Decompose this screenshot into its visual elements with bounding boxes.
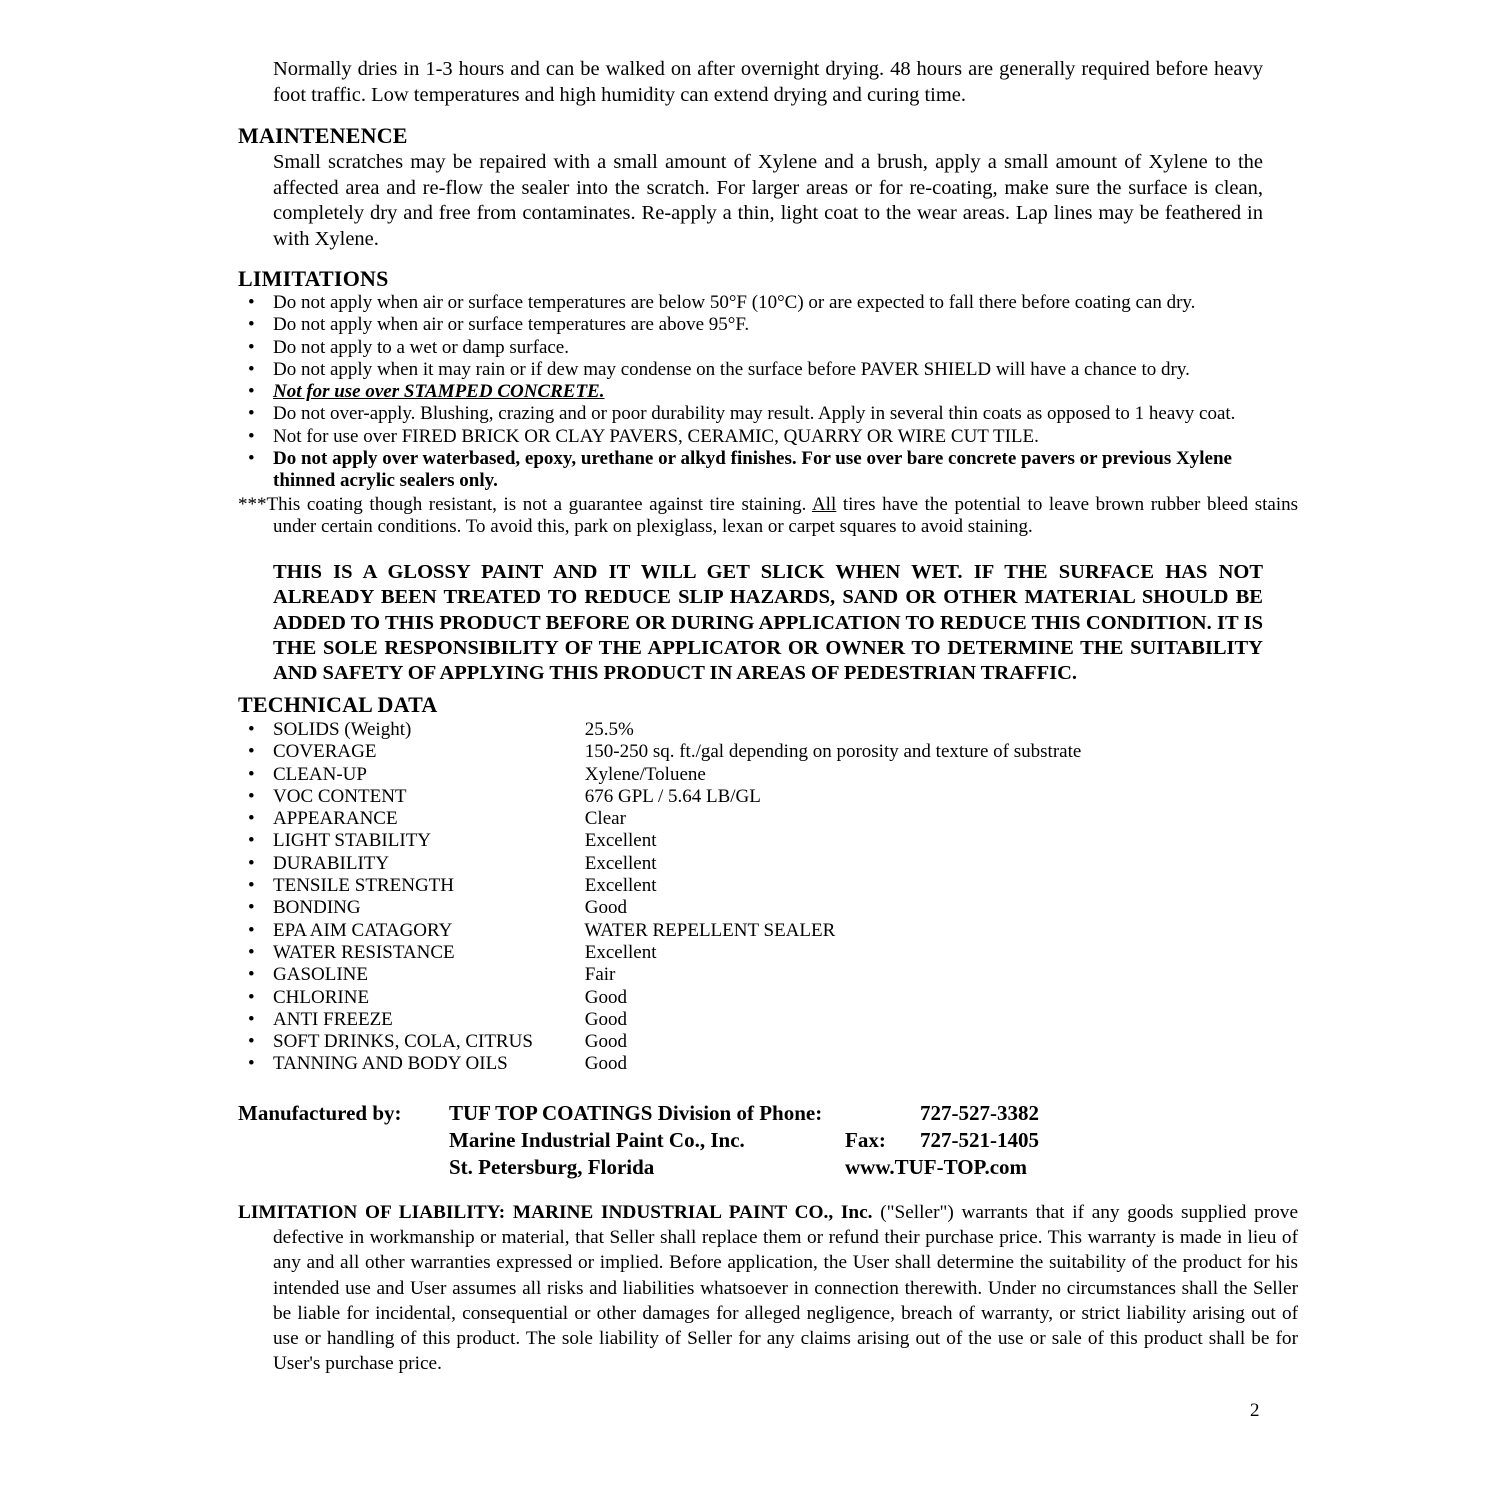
section-heading-limitations: LIMITATIONS: [238, 266, 389, 291]
technical-label: CHLORINE: [273, 986, 370, 1008]
maintenance-paragraph: Small scratches may be repaired with a small amount of Xylene and a brush, apply a small amount of Xylene to the affected area and re-flow the sealer into the scratch. For larger areas or for re-coating, make sure the surface is clean, completely dry and free from contaminates. Re-apply a thin, light coat to the wear areas. Lap lines may be feathered in with Xylene.: [273, 151, 1263, 250]
technical-row: [238, 1053, 1338, 1075]
bullet-icon: •: [248, 719, 255, 740]
technical-row: [238, 741, 1338, 763]
limitation-item: [238, 314, 1263, 336]
technical-row: [238, 786, 1338, 808]
technical-label: CLEAN-UP: [273, 763, 367, 785]
technical-value: 676 GPL / 5.64 LB/GL: [584, 785, 761, 807]
bullet-icon: •: [248, 763, 255, 785]
section-heading-technical-data: TECHNICAL DATA: [238, 692, 438, 717]
manufacturer-fax-label: Fax:: [845, 1128, 886, 1152]
technical-label: LIGHT STABILITY: [273, 830, 432, 852]
intro-paragraph: Normally dries in 1-3 hours and can be walked on after overnight drying. 48 hours are generally required before heavy foot traffic. Low temperatures and high humidity can extend drying and curing time.: [273, 58, 1263, 106]
limitation-item: [238, 426, 1263, 448]
bullet-icon: •: [248, 403, 255, 425]
limitation-text: Not for use over STAMPED CONCRETE.: [273, 381, 605, 403]
technical-value: Xylene/Toluene: [584, 763, 706, 785]
limitation-item: [238, 381, 1263, 403]
manufacturer-city: St. Petersburg, Florida: [449, 1155, 655, 1179]
limitations-list: [238, 292, 1263, 493]
bullet-icon: •: [248, 808, 255, 830]
tire-note-after: tires have the potential to leave brown rubber bleed stains under certain conditions. To avoid this, park on plexiglass, lexan or carpet squares to avoid staining.: [273, 494, 1298, 538]
limitation-text: Not for use over FIRED BRICK OR CLAY PAVERS, CERAMIC, QUARRY OR WIRE CUT TILE.: [273, 425, 1039, 447]
technical-value: Good: [584, 986, 627, 1008]
technical-label: SOFT DRINKS, COLA, CITRUS: [273, 1031, 533, 1053]
technical-value: Good: [584, 897, 627, 919]
section-heading-maintenance: MAINTENENCE: [238, 123, 408, 148]
technical-label: WATER RESISTANCE: [273, 941, 455, 963]
technical-label: BONDING: [273, 897, 361, 919]
limitation-text: Do not apply when air or surface temperatures are below 50°F (10°C) or are expected to fall there before coating can dry.: [273, 292, 1196, 313]
technical-label: TANNING AND BODY OILS: [273, 1053, 508, 1075]
technical-row: [238, 875, 1338, 897]
bullet-icon: •: [248, 1031, 255, 1053]
technical-value: Excellent: [584, 875, 657, 897]
technical-row: [238, 920, 1338, 942]
manufacturer-website: www.TUF-TOP.com: [845, 1155, 1028, 1179]
bullet-icon: •: [248, 358, 255, 380]
limitation-text: Do not apply over waterbased, epoxy, urethane or alkyd finishes. For use over bare concrete pavers or previous Xylene thinned acrylic sealers only.: [273, 448, 1232, 492]
technical-row: [238, 719, 1338, 741]
technical-row: [238, 853, 1338, 875]
limitation-item: [238, 359, 1263, 381]
technical-value: Good: [584, 1008, 627, 1030]
technical-value: 25.5%: [584, 719, 634, 740]
limitation-item: [238, 292, 1263, 314]
liability-paragraph: [238, 1200, 1298, 1376]
technical-label: COVERAGE: [273, 741, 377, 763]
technical-row: [238, 897, 1338, 919]
liability-body: ("Seller") warrants that if any goods supplied prove defective in workmanship or material, that Seller shall replace them or refund their purchase price. This warranty is made in lieu of any and all other warranties expressed or implied. Before application, the User shall determine the suitability of the product for his intended use and User assumes all risks and liabilities whatsoever in connection therewith. Under no circumstances shall the Seller be liable for incidental, consequential or other damages for alleged negligence, breach of warranty, or strict liability arising out of use or handling of this product. The sole liability of Seller for any claims arising out of the use or sale of this product shall be for User's purchase price.: [273, 1202, 1299, 1375]
tire-note-before: ***This coating though resistant, is not a guarantee against tire staining.: [238, 494, 812, 515]
technical-label: VOC CONTENT: [273, 785, 407, 807]
limitation-item: [238, 403, 1263, 425]
limitation-item: [238, 448, 1263, 493]
technical-data-list: [238, 719, 1338, 1076]
bullet-icon: •: [248, 381, 255, 403]
technical-value: Excellent: [584, 941, 657, 963]
technical-row: [238, 1031, 1338, 1053]
bullet-icon: •: [248, 941, 255, 963]
technical-value: WATER REPELLENT SEALER: [584, 919, 836, 941]
technical-label: APPEARANCE: [273, 808, 398, 830]
manufacturer-fax-number: 727-521-1405: [920, 1128, 1039, 1152]
tire-note-underlined: All: [811, 494, 837, 515]
limitation-text: Do not apply when air or surface temperatures are above 95°F.: [273, 314, 750, 336]
technical-label: DURABILITY: [273, 852, 390, 874]
technical-label: TENSILE STRENGTH: [273, 875, 455, 897]
technical-label: ANTI FREEZE: [273, 1008, 393, 1030]
technical-label: GASOLINE: [273, 964, 368, 986]
technical-value: Fair: [584, 964, 616, 986]
bullet-icon: •: [248, 964, 255, 986]
bullet-icon: •: [248, 919, 255, 941]
limitation-text: Do not apply when it may rain or if dew may condense on the surface before PAVER SHIELD will have a chance to dry.: [273, 358, 1190, 380]
liability-lead: LIMITATION OF LIABILITY: MARINE INDUSTRIAL PAINT CO., Inc.: [238, 1202, 873, 1223]
technical-value: Excellent: [584, 830, 657, 852]
technical-value: 150-250 sq. ft./gal depending on porosity and texture of substrate: [584, 741, 1082, 763]
tire-staining-note: [238, 494, 1298, 539]
technical-row: [238, 1009, 1338, 1031]
technical-row: [238, 964, 1338, 986]
bullet-icon: •: [248, 314, 255, 336]
technical-value: Excellent: [584, 852, 657, 874]
technical-value: Clear: [584, 808, 626, 830]
manufacturer-company-line1: TUF TOP COATINGS Division of Phone:: [449, 1101, 823, 1125]
technical-row: [238, 942, 1338, 964]
bullet-icon: •: [248, 875, 255, 897]
technical-row: [238, 764, 1338, 786]
slip-warning-paragraph: THIS IS A GLOSSY PAINT AND IT WILL GET SLICK WHEN WET. IF THE SURFACE HAS NOT ALREADY BEEN TREATED TO REDUCE SLIP HAZARDS, SAND OR OTHER MATERIAL SHOULD BE ADDED TO THIS PRODUCT BEFORE OR DURING APPLICATION TO REDUCE THIS CONDITION. IT IS THE SOLE RESPONSIBILITY OF THE APPLICATOR OR OWNER TO DETERMINE THE SUITABILITY AND SAFETY OF APPLYING THIS PRODUCT IN AREAS OF PEDESTRIAN TRAFFIC.: [273, 561, 1263, 685]
manufacturer-block: [238, 1100, 1338, 1185]
bullet-icon: •: [248, 336, 255, 358]
limitation-text: Do not over-apply. Blushing, crazing and or poor durability may result. Apply in several thin coats as opposed to 1 heavy coat.: [273, 403, 1236, 425]
technical-row: [238, 808, 1338, 830]
bullet-icon: •: [248, 986, 255, 1008]
bullet-icon: •: [248, 448, 255, 470]
bullet-icon: •: [248, 830, 255, 852]
bullet-icon: •: [248, 425, 255, 447]
manufactured-by-label: Manufactured by:: [238, 1101, 402, 1125]
limitation-text: Do not apply to a wet or damp surface.: [273, 336, 569, 358]
technical-row: [238, 987, 1338, 1009]
bullet-icon: •: [248, 785, 255, 807]
bullet-icon: •: [248, 1008, 255, 1030]
technical-value: Good: [584, 1053, 627, 1075]
limitation-item: [238, 337, 1263, 359]
bullet-icon: •: [248, 292, 255, 313]
bullet-icon: •: [248, 1053, 255, 1075]
manufacturer-company-line2: Marine Industrial Paint Co., Inc.: [449, 1128, 745, 1152]
technical-row: [238, 830, 1338, 852]
bullet-icon: •: [248, 897, 255, 919]
bullet-icon: •: [248, 741, 255, 763]
page-number: 2: [1250, 1400, 1260, 1421]
manufacturer-phone-number: 727-527-3382: [920, 1101, 1039, 1125]
technical-value: Good: [584, 1031, 627, 1053]
bullet-icon: •: [248, 852, 255, 874]
technical-label: EPA AIM CATAGORY: [273, 919, 453, 941]
technical-label: SOLIDS (Weight): [273, 719, 412, 740]
